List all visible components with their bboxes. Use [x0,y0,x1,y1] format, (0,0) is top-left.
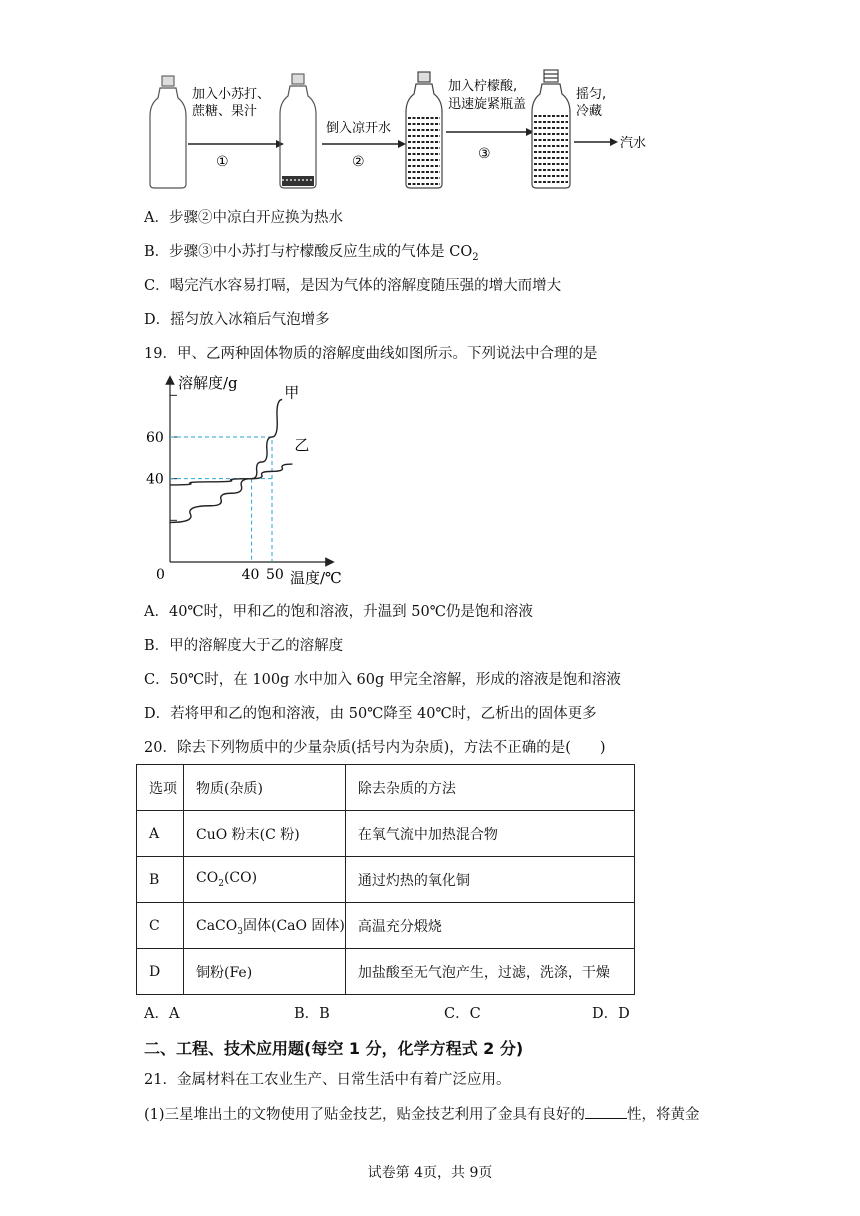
q20-choice-d: D．D [592,1006,630,1022]
row-d-method: 加盐酸至无气泡产生，过滤，洗涤，干燥 [345,949,634,995]
row-c-option: C [137,903,184,949]
step3-label-line1: 加入柠檬酸, [448,79,518,94]
step2-number: ② [352,154,365,170]
table-row [137,949,635,995]
step3-label-line2: 迅速旋紧瓶盖 [448,97,527,112]
table-row [137,811,635,857]
q20-choice-a: A．A [144,1006,180,1022]
step2-label: 倒入凉开水 [326,121,392,136]
header-substance: 物质(杂质) [184,765,346,811]
impurity-table [136,764,635,995]
q20-choice-b: B．B [294,1006,330,1022]
row-a-option: A [137,811,184,857]
step4-label-line1: 摇匀, [576,87,607,102]
q19-stem: 19．甲、乙两种固体物质的溶解度曲线如图所示。下列说法中合理的是 [144,346,598,362]
y-axis-label: 溶解度/g [178,374,238,392]
q18-option-a: A．步骤②中凉白开应换为热水 [144,210,343,226]
soda-process-diagram [140,68,680,196]
q19-option-d: D．若将甲和乙的饱和溶液，由 50℃降至 40℃时，乙析出的固体更多 [144,706,597,722]
q18-option-d: D．摇匀放入冰箱后气泡增多 [144,312,330,328]
row-d-option: D [137,949,184,995]
result-label: 汽水 [620,136,647,151]
q18-option-b: B．步骤③中小苏打与柠檬酸反应生成的气体是 $CO_2$ [144,244,479,263]
solubility-chart [140,372,370,590]
section-2-title: 二、工程、技术应用题(每空 1 分，化学方程式 2 分) [144,1039,524,1058]
q20-stem: 20．除去下列物质中的少量杂质(括号内为杂质)，方法不正确的是( ) [144,740,606,756]
q19-option-c: C．50℃时，在 100g 水中加入 60g 甲完全溶解，形成的溶液是饱和溶液 [144,672,621,688]
q19-option-a: A．40℃时，甲和乙的饱和溶液，升温到 50℃仍是饱和溶液 [144,604,533,620]
q20-choice-c: C．C [444,1006,481,1022]
table-row [137,903,635,949]
q21-part1: (1)三星堆出土的文物使用了贴金技艺，贴金技艺利用了金具有良好的 性，将黄金 [144,1104,700,1125]
row-a-substance: CuO 粉末(C 粉) [184,811,346,857]
page-footer: 试卷第 4页，共 9页 [367,1165,493,1181]
row-b-option: B [137,857,184,903]
step3-number: ③ [478,146,491,162]
x-tick-label-40: 40 [241,567,260,583]
bottle-water-icon [406,72,442,188]
series-label-yi: 乙 [294,436,310,455]
header-option: 选项 [137,765,184,811]
header-method: 除去杂质的方法 [345,765,634,811]
curve-yi [170,464,292,485]
x-axis-label: 温度/℃ [290,569,342,587]
series-label-jia: 甲 [284,383,300,402]
step4-label-line2: 冷藏 [576,104,603,119]
bottle-powder-icon [280,74,316,188]
step1-label-line1: 加入小苏打、 [192,87,271,102]
curve-jia [170,400,282,523]
y-tick-label-40: 40 [146,471,164,488]
table-header-row [137,765,635,811]
q19-option-b: B．甲的溶解度大于乙的溶解度 [144,638,344,654]
row-c-method: 高温充分煅烧 [345,903,634,949]
x-tick-label-50: 50 [266,567,284,583]
bottle-empty-icon [150,76,186,188]
step1-number: ① [216,154,229,170]
step1-label-line2: 蔗糖、果汁 [192,104,258,119]
q18-option-c: C．喝完汽水容易打嗝，是因为气体的溶解度随压强的增大而增大 [144,278,562,294]
row-d-substance: 铜粉(Fe) [184,949,346,995]
row-b-method: 通过灼热的氧化铜 [345,857,634,903]
q21-stem: 21．金属材料在工农业生产、日常生活中有着广泛应用。 [144,1072,511,1088]
y-tick-label-60: 60 [146,430,164,446]
row-b-substance: $CO_2(CO)$ [184,857,346,903]
answer-blank[interactable] [585,1104,627,1119]
bottle-capped-icon [532,70,570,188]
row-a-method: 在氧气流中加热混合物 [345,811,634,857]
row-c-substance: CaCO$_3$固体(CaO 固体) [184,903,346,949]
origin-label: 0 [156,567,165,583]
table-row [137,857,635,903]
